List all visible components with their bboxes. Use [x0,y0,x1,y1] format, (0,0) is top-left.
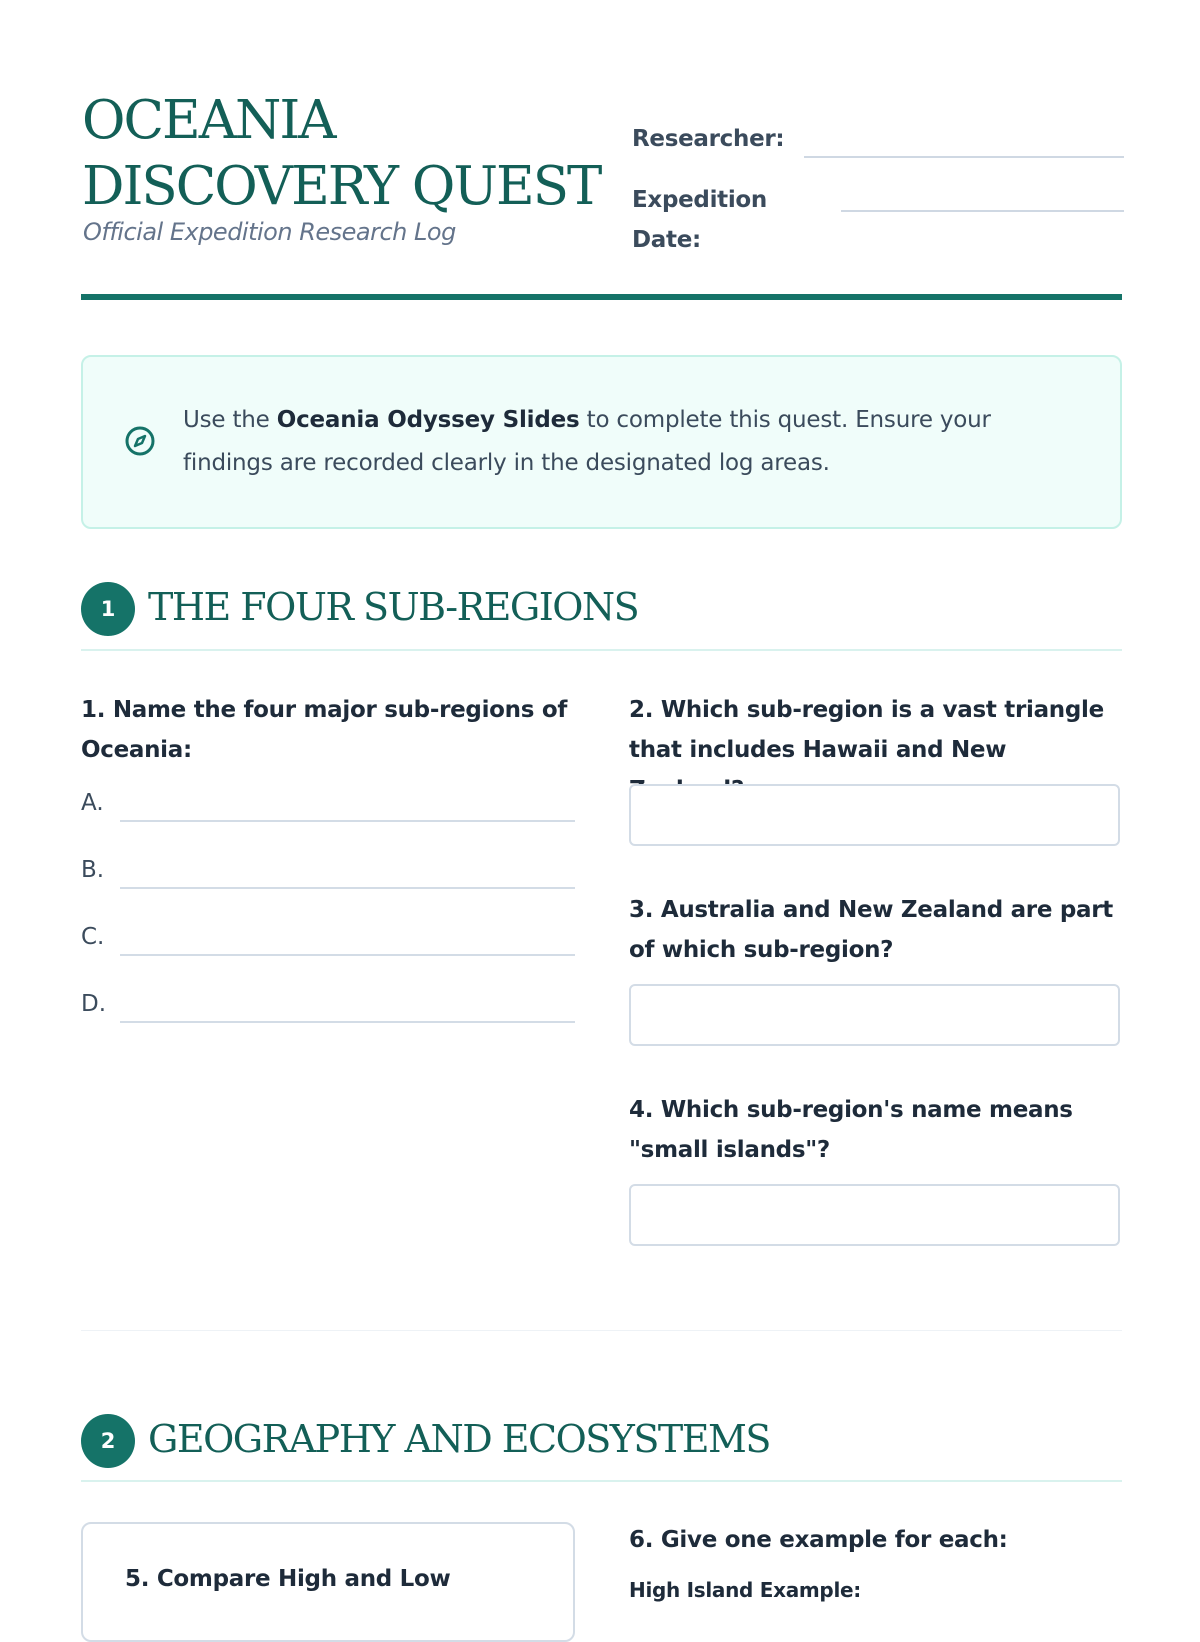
option-a-label: A. [81,790,104,816]
section-1-badge: 1 [81,582,135,636]
question-3: 3. Australia and New Zealand are part of which sub-region? [629,897,1113,963]
option-c-label: C. [81,924,105,950]
section-2-badge: 2 [81,1414,135,1468]
researcher-label: Researcher: [632,126,785,152]
title-line-1: OCEANIA [82,90,335,151]
question-2-answer-box[interactable] [629,784,1120,846]
question-2: 2. Which sub-region is a vast triangle that includes Hawaii and New [629,697,1104,763]
page-subtitle: Official Expedition Research Log [83,218,456,246]
header-divider [81,294,1122,300]
question-1: 1. Name the four major sub-regions of Oceania: [81,697,568,763]
section-1-title: THE FOUR SUB-REGIONS [148,585,639,629]
option-a-line[interactable] [120,820,575,822]
question-3-answer-box[interactable] [629,984,1120,1046]
question-6: 6. Give one example for each: [629,1527,1008,1553]
option-c-line[interactable] [120,954,575,956]
title-line-2: DISCOVERY QUEST [82,156,601,217]
question-5-card [81,1522,575,1642]
expedition-date-label [632,180,767,260]
section-1-divider [81,649,1122,651]
instruction-text [183,399,1043,485]
question-4: 4. Which sub-region's name means "small islands"? [629,1097,1073,1163]
section-2-divider [81,1480,1122,1482]
section-2-title: GEOGRAPHY AND ECOSYSTEMS [148,1417,770,1461]
question-4-answer-box[interactable] [629,1184,1120,1246]
section-separator [81,1330,1122,1331]
option-d-label: D. [81,991,107,1017]
option-d-line[interactable] [120,1021,575,1023]
option-b-label: B. [81,857,105,883]
page-title [82,88,622,220]
high-island-label: High Island Example: [629,1578,861,1602]
instruction-callout [81,355,1122,529]
instruction-text-start: Use the [183,407,277,433]
compass-icon [124,425,156,457]
slides-name: Oceania Odyssey Slides [276,407,580,433]
instruction-text-end: to complete this quest. Ensure your findings are recorded clearly in the designated log areas. [183,407,991,476]
question-5: 5. Compare High and Low [125,1566,451,1592]
expedition-label-line-2: Date: [632,227,701,253]
expedition-label-line-1: Expedition [632,187,768,213]
researcher-field[interactable] [804,156,1124,158]
expedition-date-field[interactable] [841,210,1124,212]
option-b-line[interactable] [120,887,575,889]
